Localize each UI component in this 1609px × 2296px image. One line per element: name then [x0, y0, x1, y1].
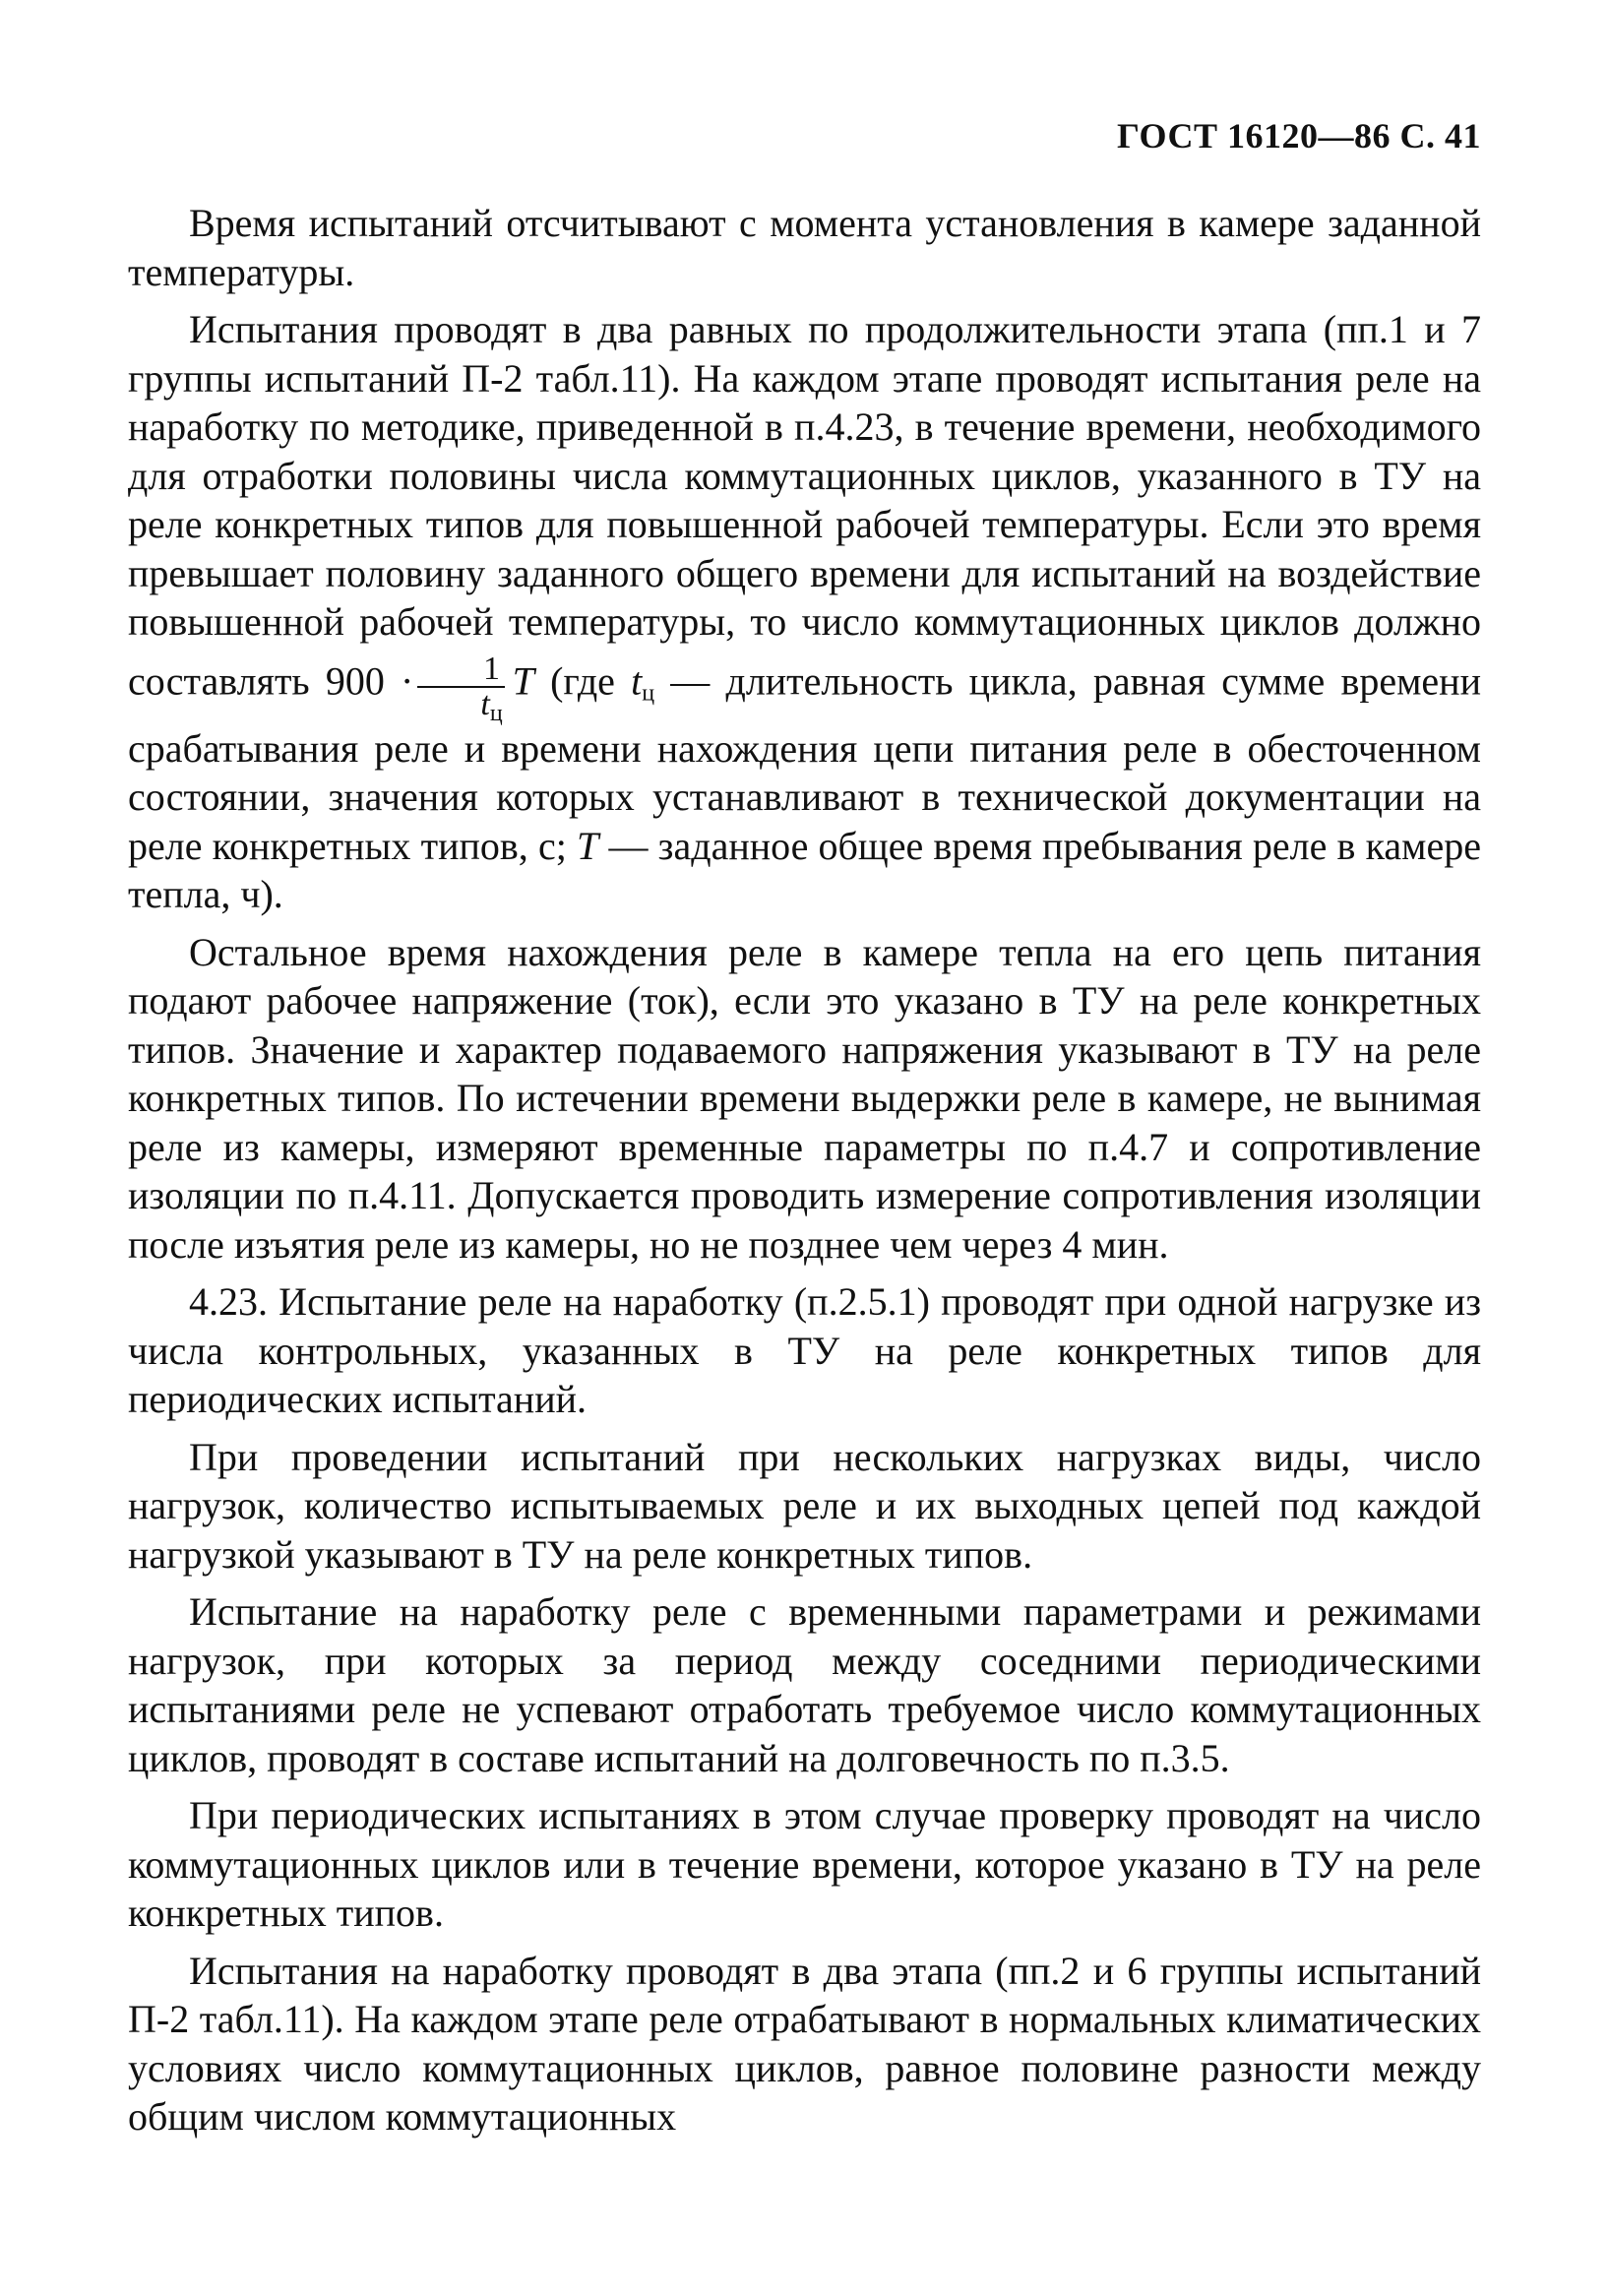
paragraph-2-part-b: (где: [533, 658, 632, 704]
paragraph-5: При проведении испытаний при нескольких нагрузках виды, число нагрузок, количество испытываемых реле и их выходных цепей под каждой нагрузкой указывают в ТУ на реле конкретных типов.: [128, 1434, 1481, 1577]
paragraph-6: Испытание на наработку реле с временными параметрами и режимами нагрузок, при которых за период между соседними периодическими испытаниями реле не успевают отработать требуемое число коммутационных циклов, проводят в составе испытаний на долговечность по п.3.5.: [128, 1589, 1481, 1780]
paragraph-7: При периодических испытаниях в этом случае проверку проводят на число коммутационных циклов или в течение времени, которое указано в ТУ на реле конкретных типов.: [128, 1793, 1481, 1935]
fraction: [417, 652, 504, 730]
paragraph-2-part-c: — длительность цикла, равная сумме времени срабатывания реле и времени нахождения цепи питания реле в обесточенном состоянии, значения которых устанавливают в технической документации на реле конкретных типов, с;: [128, 658, 1481, 868]
page-header: ГОСТ 16120—86 С. 41: [1117, 116, 1481, 155]
paragraph-1: Время испытаний отсчитывают с момента установления в камере заданной температуры.: [128, 201, 1481, 294]
paragraph-4: 4.23. Испытание реле на наработку (п.2.5.1) проводят при одной нагрузке из числа контрольных, указанных в ТУ на реле конкретных типов для периодических испытаний.: [128, 1279, 1481, 1421]
document-page: [128, 116, 1481, 2150]
symbol-T-2: T: [577, 823, 599, 868]
paragraph-2-part-a: Испытания проводят в два равных по продолжительности этапа (пп.1 и 7 группы испытаний П-2 табл.11). На каждом этапе проводят испытания реле на наработку по методике, приведенной в п.4.23, в течение времени, необходимого для отработки половины числа коммутационных циклов, указанного в ТУ на реле конкретных типов для повышенной рабочей температуры. Если это время превышает половину заданного общего времени для испытаний на воздействие повышенной рабочей температуры, то число коммутационных циклов должно составлять 900 ·: [128, 307, 1481, 704]
paragraph-3: Остальное время нахождения реле в камере тепла на его цепь питания подают рабочее напряжение (ток), если это указано в ТУ на реле конкретных типов. Значение и характер подаваемого напряжения указывают в ТУ на реле конкретных типов. По истечении времени выдержки реле в камере, не вынимая реле из камеры, измеряют временные параметры по п.4.7 и сопротивление изоляции по п.4.11. Допускается проводить измерение сопротивления изоляции после изъятия реле из камеры, но не позднее чем через 4 мин.: [128, 929, 1481, 1267]
paragraph-2: [128, 305, 1481, 919]
paragraph-8: Испытания на наработку проводят в два этапа (пп.2 и 6 группы испытаний П-2 табл.11). На каждом этапе реле отрабатывают в нормальных климатических условиях число коммутационных циклов, равное половине разности между общим числом коммутационных: [128, 1948, 1481, 2139]
symbol-T: T: [512, 658, 534, 704]
fraction-denominator: [417, 685, 504, 730]
fraction-numerator: 1: [417, 652, 504, 688]
body-text: [128, 199, 1481, 2141]
symbol-t: t: [631, 658, 643, 704]
symbol-t-subscript: ц: [642, 680, 655, 707]
fraction-denominator-symbol: t: [480, 685, 490, 722]
paragraph-2-part-d: — заданное общее время пребывания реле в камере тепла, ч).: [128, 823, 1481, 916]
fraction-denominator-subscript: ц: [489, 700, 503, 726]
